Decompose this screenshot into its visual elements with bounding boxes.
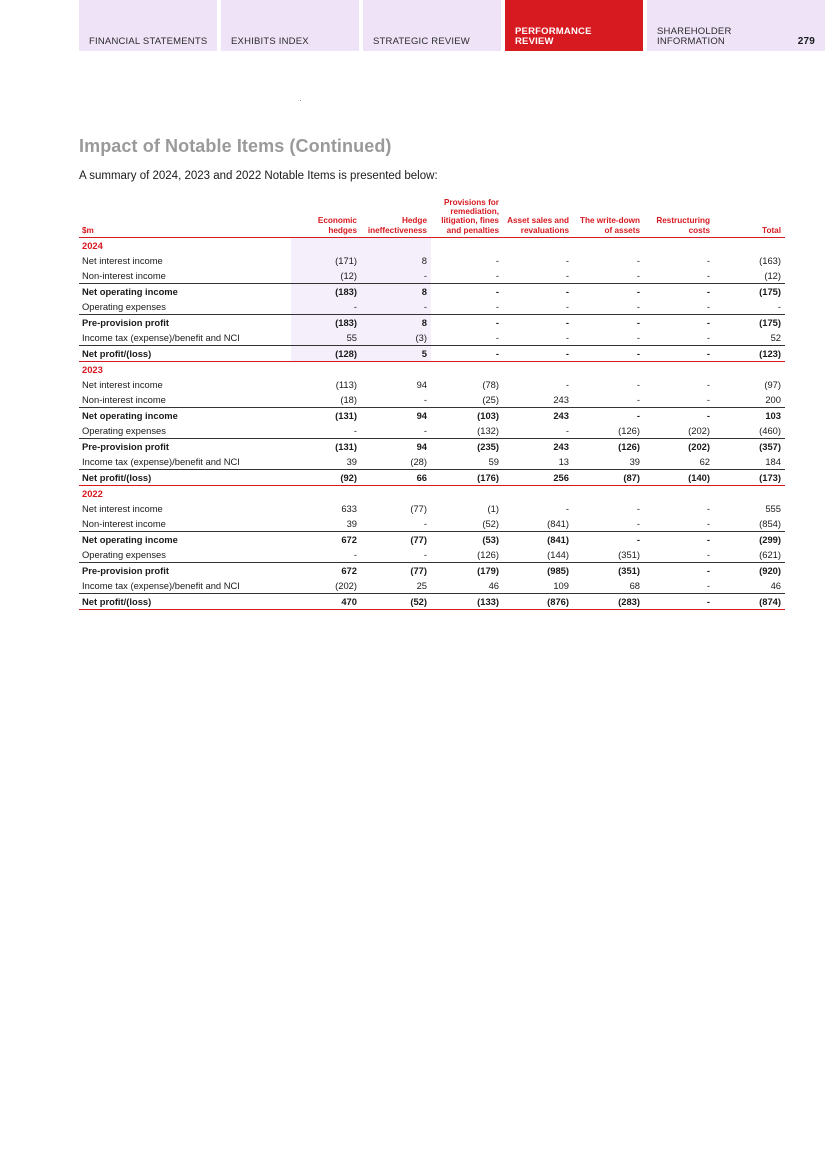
- value-cell: 52: [770, 331, 781, 343]
- value-cell: -: [573, 531, 644, 547]
- table-row: [79, 345, 785, 361]
- value-cell: (1): [487, 502, 499, 514]
- value-cell: -: [706, 393, 710, 405]
- row-label: Income tax (expense)/benefit and NCI: [82, 331, 240, 343]
- value-cell: (144): [547, 548, 569, 560]
- year-label: 2024: [82, 239, 103, 251]
- row-label: Income tax (expense)/benefit and NCI: [82, 579, 240, 591]
- value-cell: (53): [431, 531, 503, 547]
- table-row: [79, 377, 785, 392]
- value-cell: -: [565, 424, 569, 436]
- value-cell: -: [565, 502, 569, 514]
- value-cell: -: [706, 300, 710, 312]
- tab-label: STRATEGIC REVIEW: [373, 36, 470, 47]
- value-cell: -: [361, 268, 431, 284]
- empty-cell: [644, 361, 714, 377]
- value-cell: 5: [361, 345, 431, 361]
- value-cell: -: [706, 548, 710, 560]
- tab-label: EXHIBITS INDEX: [231, 36, 309, 47]
- table-row: [79, 562, 785, 578]
- table-row: [79, 547, 785, 563]
- value-cell: (28): [410, 455, 427, 467]
- value-cell: -: [423, 548, 427, 560]
- value-cell: (126): [573, 438, 644, 454]
- value-cell: (77): [361, 531, 431, 547]
- value-cell: -: [644, 407, 714, 423]
- value-cell: (854): [759, 517, 781, 529]
- value-cell: -: [644, 531, 714, 547]
- row-label: Net operating income: [79, 407, 291, 423]
- header-unit: $m: [79, 198, 291, 237]
- value-cell: -: [573, 314, 644, 330]
- value-cell: -: [573, 345, 644, 361]
- value-cell: (126): [477, 548, 499, 560]
- table-row: [79, 593, 785, 609]
- value-cell: -: [565, 331, 569, 343]
- empty-cell: [573, 361, 644, 377]
- top-navigation: [79, 0, 825, 51]
- year-row: [79, 237, 785, 253]
- value-cell: 8: [361, 314, 431, 330]
- value-cell: -: [706, 579, 710, 591]
- value-cell: -: [503, 345, 573, 361]
- value-cell: -: [495, 269, 499, 281]
- value-cell: 62: [699, 455, 710, 467]
- notable-items-table-wrapper: [79, 198, 785, 610]
- header-provisions: Provisions for remediation, litigation, fines and penalties: [431, 198, 503, 237]
- value-cell: (175): [714, 314, 785, 330]
- header-asset-sales: Asset sales and revaluations: [503, 198, 573, 237]
- value-cell: -: [644, 283, 714, 299]
- header-economic-hedges: Economic hedges: [291, 198, 361, 237]
- table-row: [79, 501, 785, 516]
- empty-cell: [431, 485, 503, 501]
- value-cell: (299): [714, 531, 785, 547]
- value-cell: (183): [291, 283, 361, 299]
- value-cell: -: [777, 300, 781, 312]
- row-label: Net interest income: [82, 502, 163, 514]
- notable-items-table: [79, 198, 785, 610]
- empty-cell: [714, 237, 785, 253]
- value-cell: -: [423, 393, 427, 405]
- tab-label: PERFORMANCE REVIEW: [515, 26, 592, 47]
- table-row: [79, 438, 785, 454]
- value-cell: -: [565, 254, 569, 266]
- value-cell: -: [423, 517, 427, 529]
- header-hedge-ineffectiveness: Hedge ineffectiveness: [361, 198, 431, 237]
- header-restructuring: Restructuring costs: [644, 198, 714, 237]
- empty-cell: [714, 361, 785, 377]
- value-cell: (133): [431, 593, 503, 609]
- value-cell: -: [636, 331, 640, 343]
- value-cell: (235): [431, 438, 503, 454]
- value-cell: -: [706, 378, 710, 390]
- value-cell: (283): [573, 593, 644, 609]
- value-cell: 46: [488, 579, 499, 591]
- value-cell: (876): [503, 593, 573, 609]
- value-cell: (132): [477, 424, 499, 436]
- table-row: [79, 253, 785, 268]
- row-label: Pre-provision profit: [79, 438, 291, 454]
- value-cell: 672: [291, 562, 361, 578]
- value-cell: (18): [340, 393, 357, 405]
- value-cell: (176): [431, 469, 503, 485]
- value-cell: -: [431, 314, 503, 330]
- value-cell: 470: [291, 593, 361, 609]
- value-cell: (78): [482, 378, 499, 390]
- value-cell: 103: [714, 407, 785, 423]
- value-cell: (874): [714, 593, 785, 609]
- value-cell: -: [353, 424, 357, 436]
- tab-strategic-review[interactable]: [363, 0, 501, 51]
- value-cell: -: [431, 345, 503, 361]
- row-label: Net interest income: [82, 378, 163, 390]
- value-cell: 243: [503, 407, 573, 423]
- value-cell: (841): [503, 531, 573, 547]
- value-cell: 94: [416, 378, 427, 390]
- value-cell: -: [495, 254, 499, 266]
- year-row: [79, 485, 785, 501]
- value-cell: -: [503, 314, 573, 330]
- empty-cell: [714, 485, 785, 501]
- empty-cell: [361, 237, 431, 253]
- value-cell: 8: [361, 253, 431, 268]
- value-cell: 39: [629, 455, 640, 467]
- tab-label: FINANCIAL STATEMENTS: [89, 36, 208, 47]
- value-cell: -: [644, 345, 714, 361]
- value-cell: (351): [618, 548, 640, 560]
- value-cell: -: [431, 283, 503, 299]
- empty-cell: [291, 361, 361, 377]
- tab-financial-statements[interactable]: [79, 0, 217, 51]
- table-row: [79, 299, 785, 315]
- value-cell: (77): [361, 562, 431, 578]
- value-cell: -: [495, 300, 499, 312]
- value-cell: -: [565, 300, 569, 312]
- value-cell: (171): [291, 253, 361, 268]
- empty-cell: [503, 485, 573, 501]
- value-cell: (175): [714, 283, 785, 299]
- empty-cell: [644, 485, 714, 501]
- value-cell: (126): [618, 424, 640, 436]
- row-label: Operating expenses: [82, 424, 166, 436]
- value-cell: -: [706, 331, 710, 343]
- empty-cell: [291, 485, 361, 501]
- row-label: Income tax (expense)/benefit and NCI: [82, 455, 240, 467]
- value-cell: -: [644, 593, 714, 609]
- empty-cell: [644, 237, 714, 253]
- value-cell: -: [644, 314, 714, 330]
- value-cell: 66: [361, 469, 431, 485]
- value-cell: -: [636, 393, 640, 405]
- value-cell: 200: [765, 393, 781, 405]
- empty-cell: [573, 485, 644, 501]
- value-cell: 39: [346, 455, 357, 467]
- value-cell: 672: [291, 531, 361, 547]
- row-label: Pre-provision profit: [79, 562, 291, 578]
- value-cell: 109: [553, 579, 569, 591]
- row-label: Non-interest income: [82, 393, 166, 405]
- value-cell: 555: [765, 502, 781, 514]
- value-cell: (12): [764, 269, 781, 281]
- value-cell: (87): [573, 469, 644, 485]
- tab-performance-review[interactable]: [505, 0, 643, 51]
- value-cell: (183): [291, 314, 361, 330]
- value-cell: -: [636, 502, 640, 514]
- value-cell: -: [353, 548, 357, 560]
- value-cell: -: [706, 517, 710, 529]
- value-cell: -: [503, 283, 573, 299]
- value-cell: (357): [714, 438, 785, 454]
- table-row: [79, 578, 785, 594]
- value-cell: (140): [644, 469, 714, 485]
- tab-shareholder-information[interactable]: [647, 0, 825, 51]
- table-row: [79, 454, 785, 470]
- row-label: Net interest income: [82, 254, 163, 266]
- value-cell: -: [706, 254, 710, 266]
- value-cell: (12): [291, 268, 361, 284]
- table-row: [79, 531, 785, 547]
- value-cell: (202): [688, 424, 710, 436]
- table-row: [79, 469, 785, 485]
- value-cell: (97): [764, 378, 781, 390]
- row-label: Operating expenses: [82, 300, 166, 312]
- header-write-down: The write-down of assets: [573, 198, 644, 237]
- value-cell: 59: [488, 455, 499, 467]
- row-label: Non-interest income: [82, 269, 166, 281]
- value-cell: -: [573, 407, 644, 423]
- value-cell: -: [565, 378, 569, 390]
- page-title: Impact of Notable Items (Continued): [79, 136, 392, 156]
- row-label: Net operating income: [79, 531, 291, 547]
- value-cell: 94: [361, 407, 431, 423]
- value-cell: -: [291, 299, 361, 315]
- value-cell: (460): [759, 424, 781, 436]
- empty-cell: [361, 361, 431, 377]
- empty-cell: [431, 237, 503, 253]
- value-cell: -: [644, 562, 714, 578]
- table-row: [79, 392, 785, 408]
- value-cell: (25): [482, 393, 499, 405]
- empty-cell: [291, 237, 361, 253]
- row-label: Net profit/(loss): [79, 469, 291, 485]
- value-cell: (131): [291, 407, 361, 423]
- value-cell: 243: [553, 393, 569, 405]
- stray-mark: [300, 100, 301, 101]
- value-cell: (103): [431, 407, 503, 423]
- value-cell: (985): [503, 562, 573, 578]
- table-row: [79, 423, 785, 439]
- value-cell: -: [361, 299, 431, 315]
- value-cell: 68: [629, 579, 640, 591]
- value-cell: 46: [770, 579, 781, 591]
- table-row: [79, 314, 785, 330]
- table-row: [79, 283, 785, 299]
- value-cell: 8: [361, 283, 431, 299]
- value-cell: (841): [547, 517, 569, 529]
- table-header-row: [79, 198, 785, 237]
- value-cell: (131): [291, 438, 361, 454]
- value-cell: 633: [341, 502, 357, 514]
- value-cell: (202): [335, 579, 357, 591]
- year-label: 2022: [82, 487, 103, 499]
- value-cell: -: [636, 378, 640, 390]
- value-cell: (92): [291, 469, 361, 485]
- value-cell: (163): [759, 254, 781, 266]
- value-cell: (123): [714, 345, 785, 361]
- value-cell: (179): [431, 562, 503, 578]
- row-label: Operating expenses: [82, 548, 166, 560]
- page-number: 279: [797, 36, 815, 47]
- value-cell: 184: [765, 455, 781, 467]
- empty-cell: [573, 237, 644, 253]
- value-cell: -: [573, 283, 644, 299]
- row-label: Net profit/(loss): [79, 593, 291, 609]
- value-cell: 13: [558, 455, 569, 467]
- value-cell: 94: [361, 438, 431, 454]
- value-cell: (621): [759, 548, 781, 560]
- value-cell: -: [636, 300, 640, 312]
- value-cell: (128): [291, 345, 361, 361]
- value-cell: (202): [644, 438, 714, 454]
- table-row: [79, 516, 785, 532]
- year-row: [79, 361, 785, 377]
- empty-cell: [361, 485, 431, 501]
- tab-label: SHAREHOLDER INFORMATION: [657, 26, 732, 47]
- row-label: Pre-provision profit: [79, 314, 291, 330]
- table-row: [79, 330, 785, 346]
- table-row: [79, 407, 785, 423]
- year-label: 2023: [82, 363, 103, 375]
- row-label: Non-interest income: [82, 517, 166, 529]
- value-cell: -: [423, 424, 427, 436]
- value-cell: 243: [503, 438, 573, 454]
- value-cell: (52): [482, 517, 499, 529]
- tab-exhibits-index[interactable]: [221, 0, 359, 51]
- table-body: [79, 237, 785, 609]
- value-cell: 25: [416, 579, 427, 591]
- row-label: Net operating income: [79, 283, 291, 299]
- empty-cell: [431, 361, 503, 377]
- value-cell: (920): [714, 562, 785, 578]
- value-cell: 55: [291, 330, 361, 346]
- value-cell: (52): [361, 593, 431, 609]
- intro-text: A summary of 2024, 2023 and 2022 Notable Items is presented below:: [79, 170, 438, 182]
- value-cell: -: [495, 331, 499, 343]
- header-total: Total: [714, 198, 785, 237]
- table-row: [79, 268, 785, 284]
- empty-cell: [503, 361, 573, 377]
- value-cell: (113): [335, 378, 357, 390]
- value-cell: 39: [346, 517, 357, 529]
- value-cell: (351): [573, 562, 644, 578]
- value-cell: (173): [714, 469, 785, 485]
- value-cell: (77): [410, 502, 427, 514]
- value-cell: -: [636, 517, 640, 529]
- value-cell: (3): [361, 330, 431, 346]
- empty-cell: [503, 237, 573, 253]
- value-cell: 256: [503, 469, 573, 485]
- value-cell: -: [706, 502, 710, 514]
- row-label: Net profit/(loss): [79, 345, 291, 361]
- value-cell: -: [706, 269, 710, 281]
- value-cell: -: [565, 269, 569, 281]
- value-cell: -: [636, 254, 640, 266]
- value-cell: -: [636, 269, 640, 281]
